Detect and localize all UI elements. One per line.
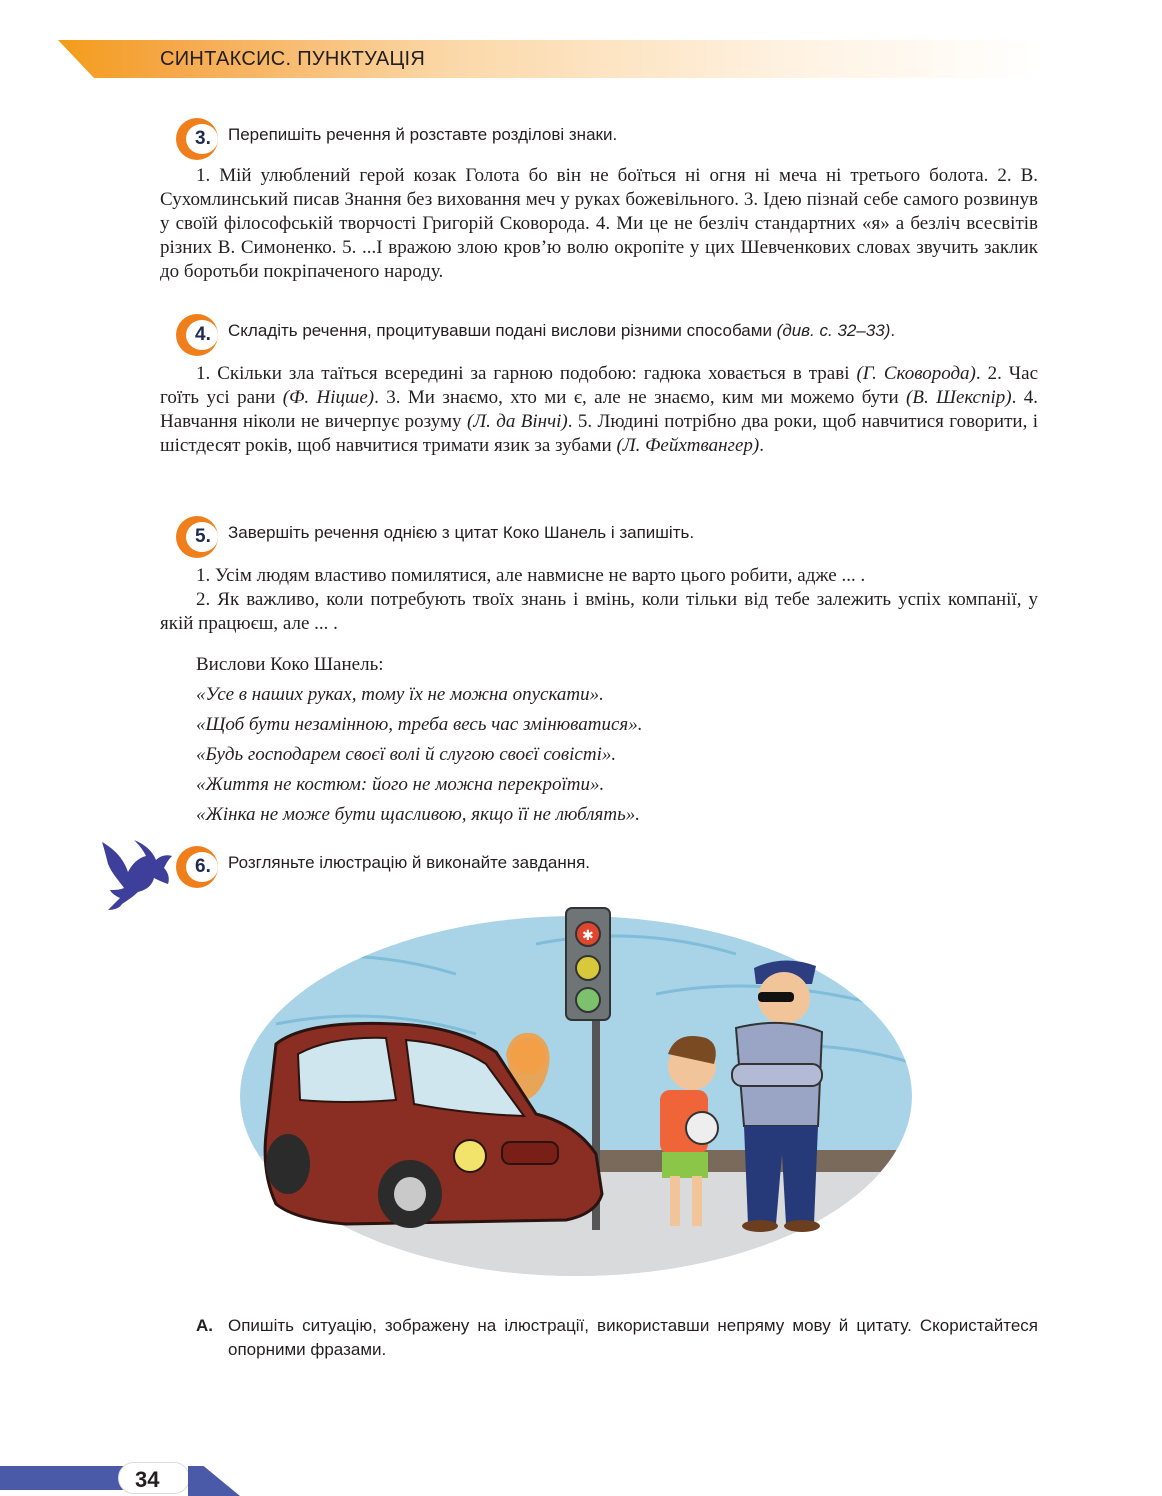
footer-bar xyxy=(0,1466,124,1490)
task-number-badge xyxy=(176,314,218,356)
task-number: 6. xyxy=(186,852,218,882)
task-3-text: 1. Мій улюблений герой козак Голота бо він не боїться ні огня ні меча ні третього болота. 2. В. Сухомлинський писав Знання без виховання меч у руках божевільного. 3. Ідею пізнай себе самого розвинув у своїй філософській творчості Григорій Сковорода. 4. Ми це не безліч стандартних «я» а безліч всесвітів різних В. Симоненко. 5. ...І вражою злою кров’ю волю окропіте у цих Шевченкових словах звучить заклик до боротьби покріпаченого народу. xyxy=(160,165,1038,282)
traffic-light-symbol: ✱ xyxy=(582,928,594,944)
task-instruction: Розгляньте ілюстрацію й виконайте завдання. xyxy=(228,853,591,872)
quote-item: «Щоб бути незамінною, треба весь час змінюватися». xyxy=(196,714,643,735)
task-number-badge xyxy=(176,516,218,558)
task-instruction: Складіть речення, процитувавши подані вислови різними способами (див. с. 32–33). xyxy=(228,321,896,340)
pegasus-icon xyxy=(98,838,180,912)
quote-item: «Будь господарем своєї волі й слугою своєї совісті». xyxy=(196,744,617,765)
task-instruction: Перепишіть речення й розставте розділові знаки. xyxy=(228,125,618,144)
task-4-text: 1. Скільки зла таїться всередині за гарною подобою: гадюка ховається в траві (Г. Сковорода). 2. Час гоїть усі рани (Ф. Ніцше). 3. Ми знаємо, хто ми є, але не знаємо, ким ми можемо бути (В. Шекспір). 4. Навчання ніколи не вичерпує розуму (Л. да Вінчі). 5. Людині потрібно два роки, щоб навчитися говорити, і шістдесят років, щоб навчитися тримати язик за зубами (Л. Фейхтвангер). xyxy=(160,363,1039,456)
quote-item: «Усе в наших руках, тому їх не можна опускати». xyxy=(196,684,604,705)
task-instruction: Завершіть речення однією з цитат Коко Шанель і запишіть. xyxy=(228,523,695,542)
quote-item: «Життя не костюм: його не можна перекроїти». xyxy=(196,774,605,795)
task-5-text: 1. Усім людям властиво помилятися, але навмисне не варто цього робити, адже ... . 2. Як важливо, коли потребують твоїх знань і вмінь, коли тільки від тебе залежить успіх компанії, у якій працюєш, але ... . xyxy=(160,565,1038,634)
task-number: 3. xyxy=(186,124,218,154)
chapter-title: СИНТАКСИС. ПУНКТУАЦІЯ xyxy=(160,48,426,70)
subtask-text: Опишіть ситуацію, зображену на ілюстрації, використавши непряму мову й цитату. Скористайтеся опорними фразами. xyxy=(228,1316,1038,1359)
task-number-badge xyxy=(176,118,218,160)
task-number: 4. xyxy=(186,320,218,350)
quotes-list xyxy=(196,650,643,830)
page-number: 34 xyxy=(135,1467,160,1492)
task-number-badge xyxy=(176,846,218,888)
quote-item: «Жінка не може бути щасливою, якщо її не люблять». xyxy=(196,804,640,825)
task-number: 5. xyxy=(186,522,218,552)
page-reference: (див. с. 32–33) xyxy=(776,321,891,340)
quotes-heading: Вислови Коко Шанель: xyxy=(196,654,384,675)
footer-arrow xyxy=(188,1466,240,1496)
illustration xyxy=(236,904,936,1294)
subtask-label: А. xyxy=(196,1316,213,1335)
